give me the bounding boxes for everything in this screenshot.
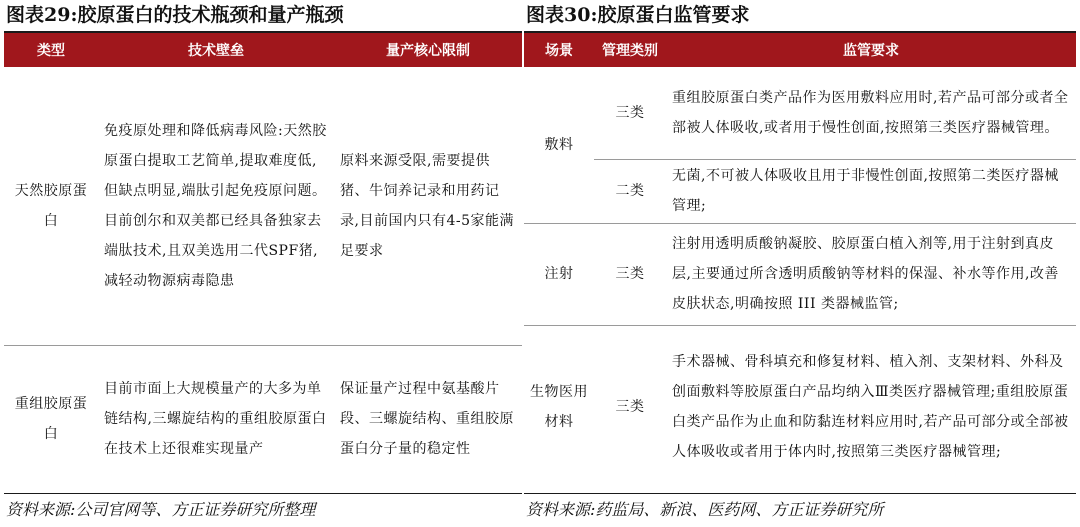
header-class: 管理类别: [594, 33, 666, 67]
row-type: 天然胶原蛋白: [4, 67, 98, 345]
row-barrier: 免疫原处理和降低病毒风险:天然胶原蛋白提取工艺简单,提取难度低,但缺点明显,端肽引起免疫原问题。目前创尔和双美都已经具备独家去端肽技术,且双美选用二代SPF猪,减轻动物源病毒隐患: [98, 67, 334, 345]
row-class: 三类: [594, 223, 666, 325]
row-type: 重组胶原蛋白: [14, 396, 88, 443]
table-row: [524, 223, 1076, 325]
row-class: 三类: [594, 67, 666, 159]
source-note: 资料来源:药监局、新浪、医药网、方正证券研究所: [524, 493, 1076, 526]
header-type: 类型: [4, 33, 98, 67]
bottleneck-table: [4, 33, 522, 493]
source-note: 资料来源:公司官网等、方正证券研究所整理: [4, 493, 522, 526]
row-class: 二类: [594, 159, 666, 223]
row-class: 三类: [615, 399, 645, 416]
row-limit: 保证量产过程中氨基酸片段、三螺旋结构、重组胶原蛋白分子量的稳定性: [340, 381, 514, 458]
table-row: [524, 67, 1076, 159]
header-limit: 量产核心限制: [334, 33, 522, 67]
figure-30-title: 图表30:胶原蛋白监管要求: [526, 4, 750, 26]
header-barrier: 技术壁垒: [98, 33, 334, 67]
row-barrier: 目前市面上大规模量产的大多为单链结构,三螺旋结构的重组胶原蛋白在技术上还很难实现量产: [104, 381, 327, 458]
figure-29-panel: [4, 0, 522, 519]
table-header-row: [4, 33, 522, 67]
regulation-table: [524, 33, 1076, 489]
row-requirement: 重组胶原蛋白类产品作为医用敷料应用时,若产品可部分或者全部被人体吸收,或者用于慢性创面,按照第三类医疗器械管理。: [666, 67, 1076, 159]
table-header-row: [524, 33, 1076, 67]
table-row: [4, 345, 522, 493]
row-requirement: 无菌,不可被人体吸收且用于非慢性创面,按照第二类医疗器械管理;: [666, 159, 1076, 223]
row-scene: 注射: [524, 223, 594, 325]
row-scene: 生物医用材料: [530, 384, 588, 431]
row-scene: 敷料: [524, 67, 594, 223]
header-requirement: 监管要求: [666, 33, 1076, 67]
figure-30-panel: [524, 0, 1076, 519]
header-scene: 场景: [524, 33, 594, 67]
table-row: [524, 159, 1076, 223]
figure-29-title: 图表29:胶原蛋白的技术瓶颈和量产瓶颈: [6, 4, 344, 26]
table-row: [524, 325, 1076, 489]
row-limit: 原料来源受限,需要提供猪、牛饲养记录和用药记录,目前国内只有4-5家能满足要求: [334, 67, 522, 345]
table-row: [4, 67, 522, 345]
row-requirement: 注射用透明质酸钠凝胶、胶原蛋白植入剂等,用于注射到真皮层,主要通过所含透明质酸钠等材料的保湿、补水等作用,改善皮肤状态,明确按照 III 类器械监管;: [666, 223, 1076, 325]
row-requirement: 手术器械、骨科填充和修复材料、植入剂、支架材料、外科及创面敷料等胶原蛋白产品均纳入Ⅲ类医疗器械管理;重组胶原蛋白类产品作为止血和防黏连材料应用时,若产品可部分或全部被人体吸收或者用于体内时,按照第三类医疗器械管理;: [672, 354, 1069, 461]
